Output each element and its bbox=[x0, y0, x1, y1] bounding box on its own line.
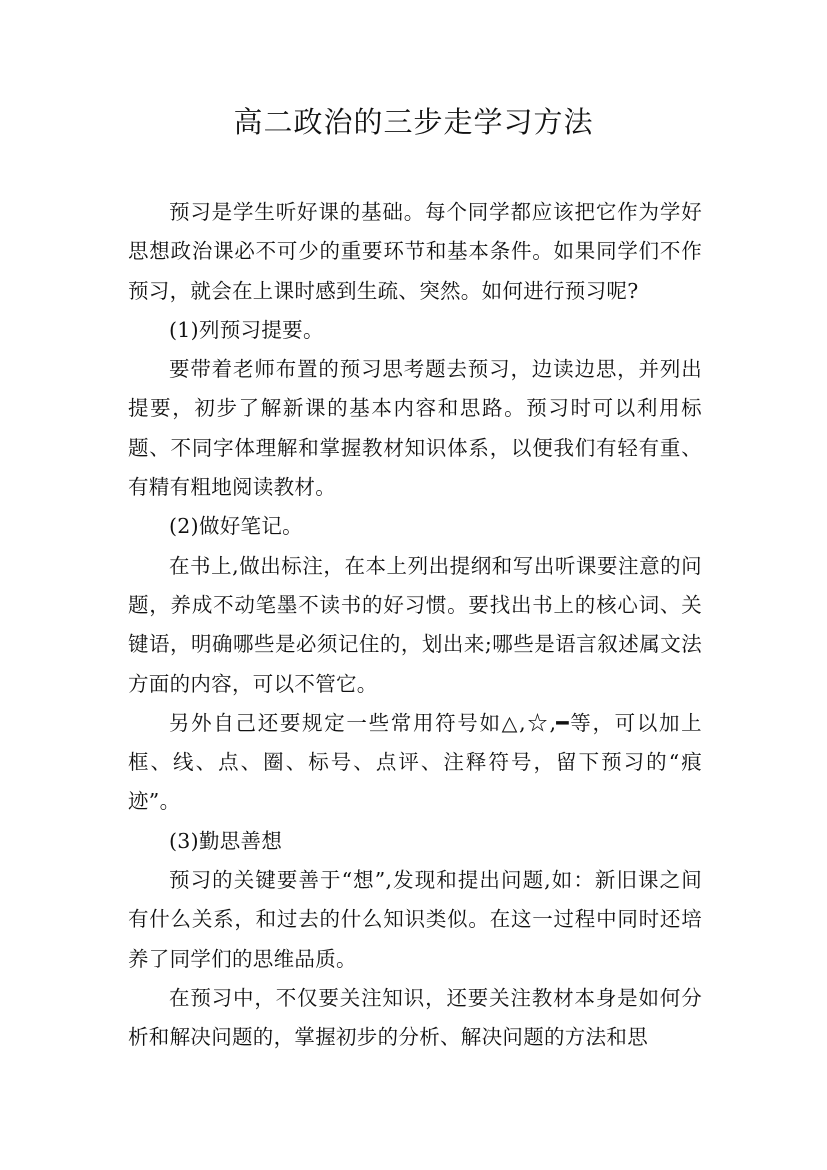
paragraph-method: 在预习中，不仅要关注知识，还要关注教材本身是如何分析和解决问题的，掌握初步的分析、解决问题的方法和思 bbox=[128, 985, 702, 1050]
section-heading-3: (3)勤思善想 bbox=[169, 828, 283, 853]
document-body bbox=[128, 193, 702, 1058]
page-title: 高二政治的三步走学习方法 bbox=[233, 105, 594, 139]
section-heading-1: (1)列预习提要。 bbox=[169, 317, 324, 342]
section-heading-2: (2)做好笔记。 bbox=[169, 514, 303, 539]
paragraph-preview-outline: 要带着老师布置的预习思考题去预习，边读边思，并列出提要，初步了解新课的基本内容和思路。预习时可以利用标题、不同字体理解和掌握教材知识体系，以便我们有轻有重、有精有粗地阅读教材。 bbox=[128, 357, 702, 500]
paragraph-notes: 在书上,做出标注，在本上列出提纲和写出听课要注意的问题，养成不动笔墨不读书的好习惯。要找出书上的核心词、关键语，明确哪些是必须记住的，划出来;哪些是语言叙述属文法方面的内容，可以不管它。 bbox=[128, 553, 702, 696]
paragraph-symbols: 另外自己还要规定一些常用符号如△,☆,━等，可以加上框、线、点、圈、标号、点评、注释符号，留下预习的“痕迹”。 bbox=[128, 710, 702, 814]
paragraph-thinking: 预习的关键要善于“想”,发现和提出问题,如：新旧课之间有什么关系，和过去的什么知识类似。在这一过程中同时还培养了同学们的思维品质。 bbox=[128, 868, 702, 971]
paragraph-intro: 预习是学生听好课的基础。每个同学都应该把它作为学好思想政治课必不可少的重要环节和基本条件。如果同学们不作预习，就会在上课时感到生疏、突然。如何进行预习呢? bbox=[128, 200, 702, 303]
